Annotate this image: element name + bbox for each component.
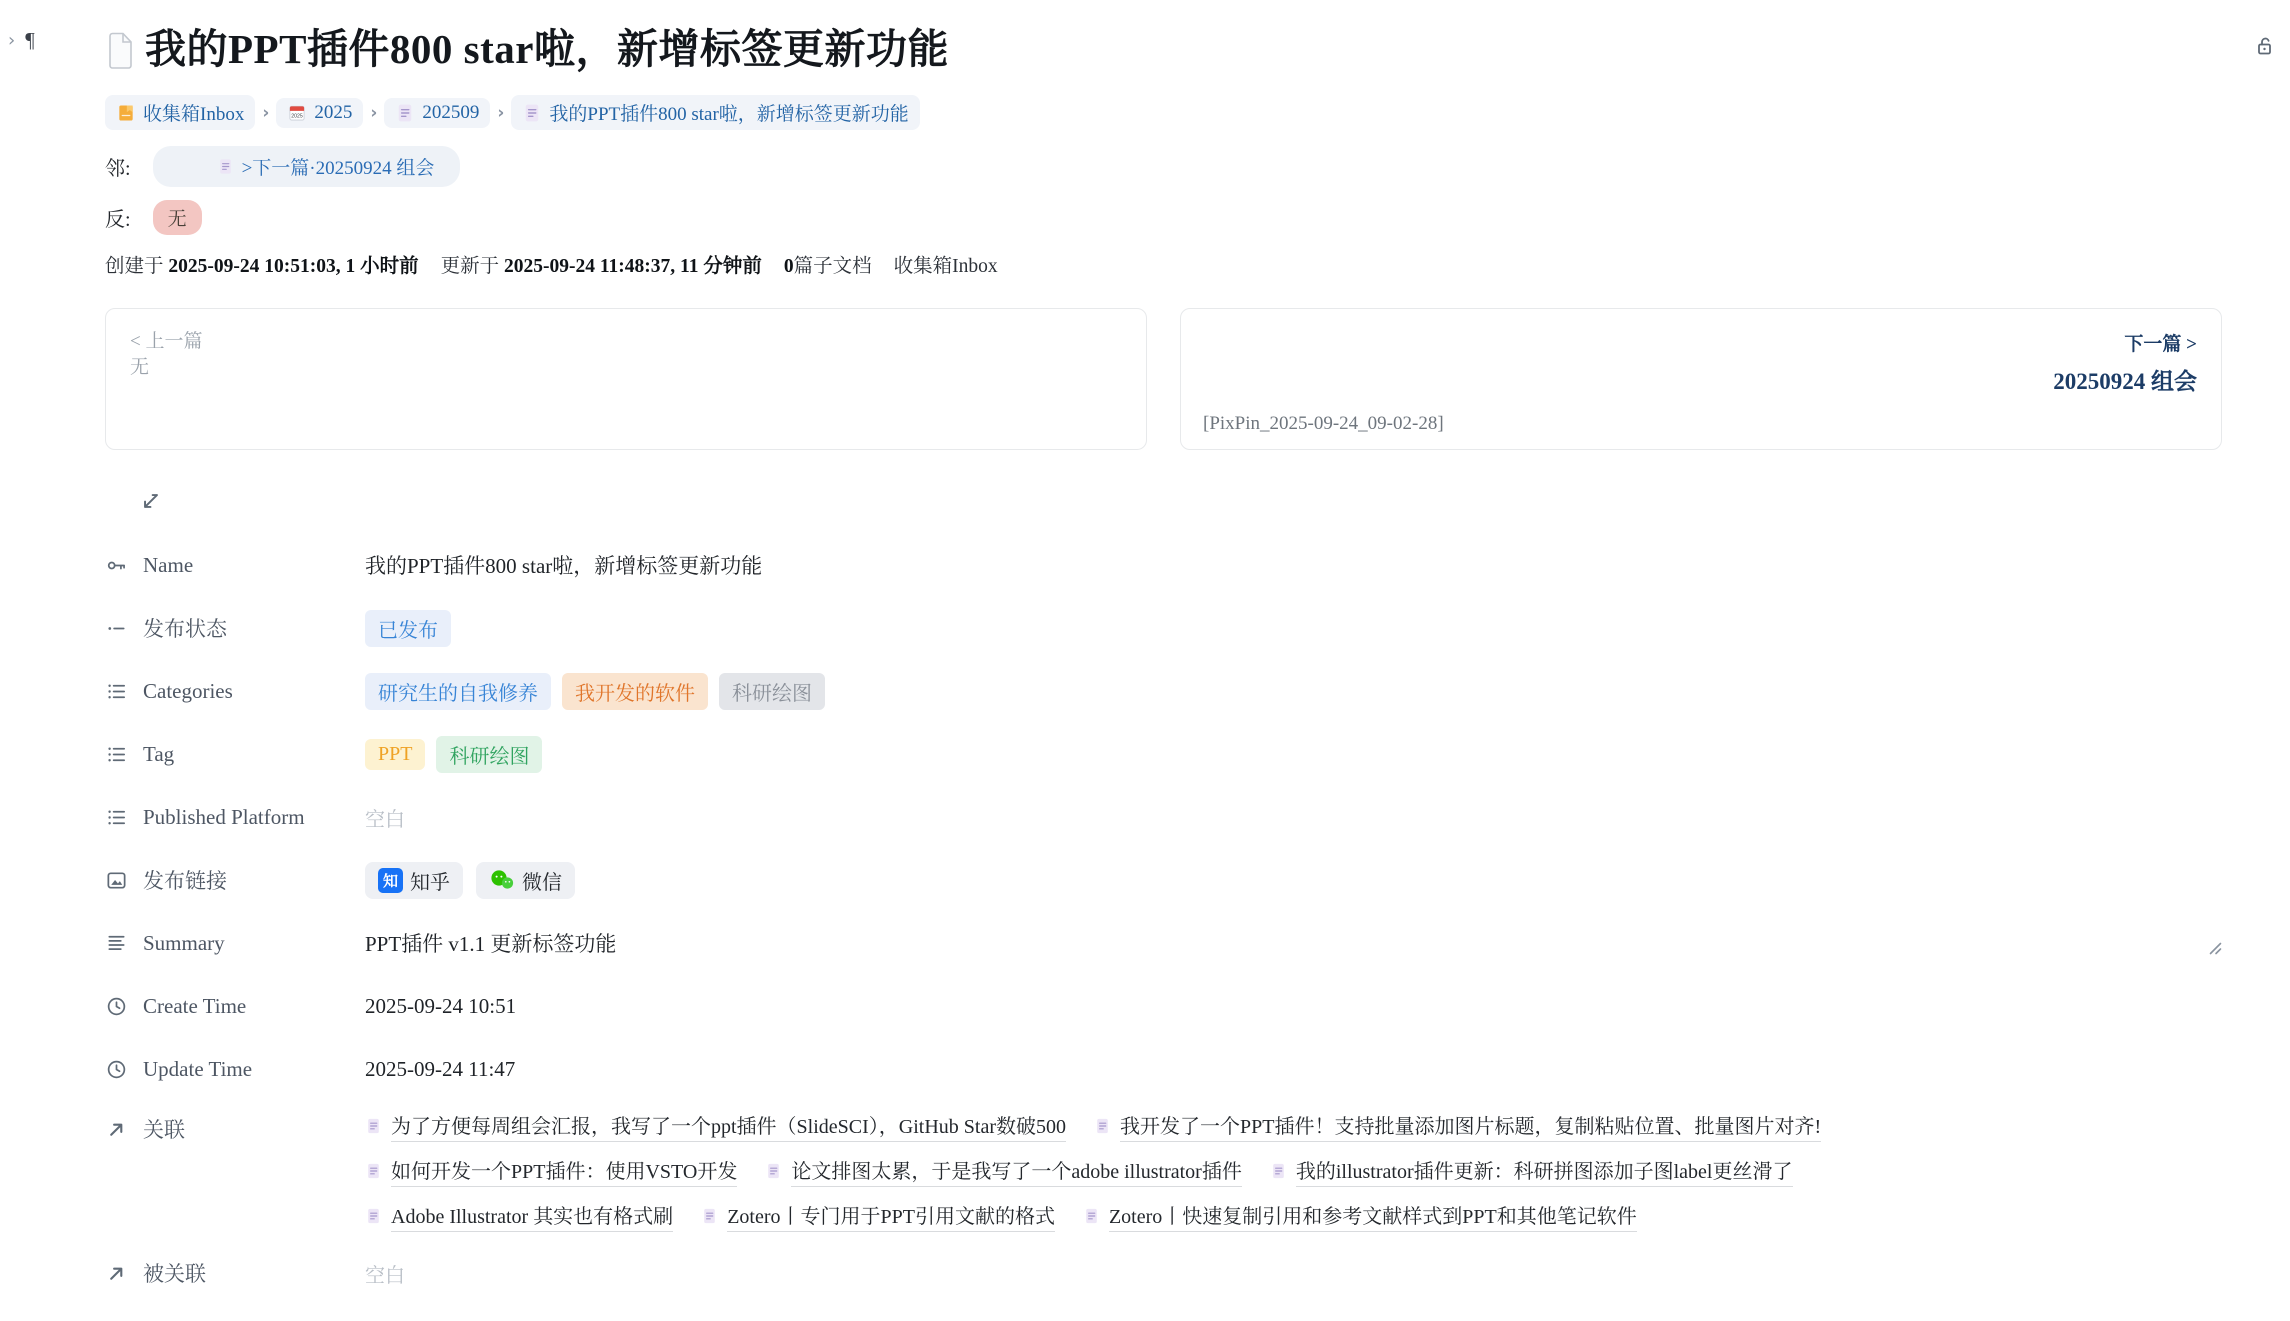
next-label: 下一篇 > (2124, 334, 2197, 356)
document-view (0, 26, 2290, 1295)
resize-grip-icon[interactable] (2208, 941, 2222, 955)
breadcrumb-label: 2025 (314, 101, 353, 123)
neighbor-doc-link[interactable]: >下一篇·20250924 组会 (241, 158, 435, 180)
prev-title: 无 (130, 356, 150, 378)
prop-label: Create Time (143, 993, 247, 1018)
prop-row-create-time (105, 984, 2222, 1028)
prop-label: Published Platform (143, 804, 305, 829)
publish-link-wechat[interactable] (476, 862, 575, 899)
prop-row-name (105, 543, 2222, 587)
related-doc-link[interactable]: Zotero丨专门用于PPT引用文献的格式 (701, 1200, 1055, 1232)
document-icon (1094, 1115, 1111, 1137)
prop-key[interactable] (105, 1057, 365, 1082)
list-icon (105, 806, 128, 829)
collapse-panel-icon[interactable] (138, 488, 164, 514)
arrow-up-right-icon (105, 1262, 128, 1285)
list-icon (105, 743, 128, 766)
prop-label: Summary (143, 930, 225, 955)
prop-label: 被关联 (143, 1262, 206, 1287)
publish-link-label: 微信 (522, 871, 562, 894)
breadcrumb-separator: › (262, 102, 270, 123)
document-icon (217, 156, 234, 177)
related-doc-link[interactable]: 我开发了一个PPT插件！支持批量添加图片标题，复制粘贴位置、批量图片对齐! (1094, 1110, 1821, 1142)
select-icon (105, 617, 128, 640)
title-row (105, 26, 2222, 73)
wechat-icon (489, 868, 515, 892)
image-icon (105, 869, 128, 892)
page-title[interactable]: 我的PPT插件800 star啦，新增标签更新功能 (145, 26, 949, 72)
neighbor-doc-pill[interactable] (153, 146, 461, 187)
neighbor-label: 邻: (105, 158, 131, 181)
zhihu-icon: 知 (378, 868, 403, 893)
prop-label: Tag (143, 741, 175, 766)
prop-key[interactable] (105, 553, 365, 578)
category-tag[interactable]: 我开发的软件 (562, 673, 708, 710)
prop-row-publish-status (105, 606, 2222, 650)
prop-key[interactable] (105, 613, 365, 643)
breadcrumb-item-current-doc[interactable] (511, 95, 919, 130)
backref-label: 反: (105, 209, 131, 232)
document-icon (522, 103, 542, 123)
prop-key[interactable] (105, 1258, 365, 1288)
prop-label: 发布链接 (143, 869, 227, 894)
prop-value-update-time[interactable]: 2025-09-24 11:47 (365, 1056, 516, 1081)
breadcrumb-item-202509[interactable] (384, 98, 490, 128)
document-icon (395, 103, 415, 123)
prop-row-publish-links (105, 858, 2222, 902)
backref-none-badge: 无 (153, 200, 202, 235)
status-tag[interactable]: 已发布 (365, 610, 451, 647)
related-doc-link[interactable]: Zotero丨快速复制引用和参考文献样式到PPT和其他笔记软件 (1083, 1200, 1637, 1232)
next-image-caption: [PixPin_2025-09-24_09-02-28] (1203, 413, 1444, 435)
prop-row-published-platform (105, 795, 2222, 839)
relation-links (365, 1110, 1925, 1232)
clock-icon (105, 995, 128, 1018)
related-doc-link[interactable]: 论文排图太累，于是我写了一个adobe illustrator插件 (765, 1155, 1242, 1187)
gutter-chevron-icon[interactable]: › (8, 30, 16, 51)
prop-row-relations (105, 1110, 2222, 1232)
category-tag[interactable]: 研究生的自我修养 (365, 673, 551, 710)
paragraph-mark-icon[interactable]: ¶ (25, 28, 35, 52)
document-icon (701, 1205, 718, 1227)
calendar-icon (287, 103, 307, 123)
prop-value-name[interactable]: 我的PPT插件800 star啦，新增标签更新功能 (365, 554, 763, 579)
document-icon (365, 1205, 382, 1227)
related-doc-link[interactable]: 如何开发一个PPT插件：使用VSTO开发 (365, 1155, 737, 1187)
tag-item[interactable]: PPT (365, 739, 425, 770)
document-icon (365, 1115, 382, 1137)
list-icon (105, 680, 128, 703)
prop-key[interactable] (105, 931, 365, 956)
document-icon (365, 1160, 382, 1182)
prop-row-tag (105, 732, 2222, 776)
breadcrumb (105, 95, 2222, 130)
prop-label: 关联 (143, 1118, 185, 1143)
breadcrumb-separator: › (497, 102, 505, 123)
prop-label: Name (143, 552, 194, 577)
prop-key[interactable] (105, 994, 365, 1019)
category-tag[interactable]: 科研绘图 (719, 673, 825, 710)
created-time: 创建于 2025-09-24 10:51:03, 1 小时前 (105, 256, 419, 278)
next-title[interactable]: 20250924 组会 (2053, 369, 2197, 395)
prop-row-summary (105, 921, 2222, 965)
arrow-up-right-icon (105, 1118, 128, 1141)
tag-item[interactable]: 科研绘图 (436, 736, 542, 773)
lock-open-icon[interactable] (2252, 34, 2276, 58)
empty-placeholder[interactable]: 空白 (365, 1264, 405, 1287)
svg-text:2025: 2025 (291, 113, 304, 120)
prop-key[interactable] (105, 742, 365, 767)
document-title-icon (105, 32, 135, 70)
breadcrumb-label: 我的PPT插件800 star啦，新增标签更新功能 (549, 104, 909, 126)
prop-key[interactable] (105, 679, 365, 704)
prev-label: < 上一篇 (130, 331, 203, 353)
backref-row (105, 200, 2222, 235)
breadcrumb-item-2025[interactable] (276, 98, 363, 128)
prev-doc-card[interactable] (105, 308, 1147, 450)
prop-value-create-time[interactable]: 2025-09-24 10:51 (365, 993, 517, 1018)
child-doc-count: 0篇子文档 (783, 256, 872, 278)
block-gutter (8, 28, 35, 53)
align-left-icon (105, 932, 128, 955)
breadcrumb-label: 202509 (422, 101, 480, 123)
prop-label: 发布状态 (143, 617, 227, 642)
related-doc-link[interactable]: 为了方便每周组会汇报，我写了一个ppt插件（SlideSCI），GitHub Star数破500 (365, 1110, 1066, 1142)
document-icon (1083, 1205, 1100, 1227)
empty-placeholder[interactable]: 空白 (365, 808, 405, 831)
next-doc-card[interactable] (1180, 308, 2222, 450)
attribute-panel (105, 543, 2222, 1295)
prop-key[interactable] (105, 805, 365, 830)
prop-row-categories (105, 669, 2222, 713)
related-doc-link[interactable]: Adobe Illustrator 其实也有格式刷 (365, 1200, 673, 1232)
prop-row-update-time (105, 1047, 2222, 1091)
related-doc-link[interactable]: 我的illustrator插件更新：科研拼图添加子图label更丝滑了 (1270, 1155, 1793, 1187)
prop-label: Update Time (143, 1056, 253, 1081)
updated-time: 更新于 2025-09-24 11:48:37, 11 分钟前 (440, 256, 762, 278)
document-icon (765, 1160, 782, 1182)
prop-key[interactable] (105, 865, 365, 895)
document-meta (105, 250, 2222, 278)
prop-value-summary[interactable]: PPT插件 v1.1 更新标签功能 (365, 932, 617, 957)
document-icon (1270, 1160, 1287, 1182)
clock-icon (105, 1058, 128, 1081)
key-icon (105, 554, 128, 577)
prop-row-backlinks (105, 1251, 2222, 1295)
prop-key[interactable] (105, 1114, 365, 1144)
neighbor-row (105, 146, 2222, 187)
notebook-name: 收集箱Inbox (893, 256, 998, 278)
breadcrumb-label: 收集箱Inbox (143, 104, 245, 126)
breadcrumb-separator: › (370, 102, 378, 123)
publish-link-label: 知乎 (410, 871, 450, 894)
breadcrumb-item-inbox[interactable] (105, 95, 255, 130)
notebook-icon (116, 103, 136, 123)
prop-label: Categories (143, 678, 233, 703)
publish-link-zhihu[interactable] (365, 862, 463, 899)
nav-cards (105, 308, 2222, 450)
